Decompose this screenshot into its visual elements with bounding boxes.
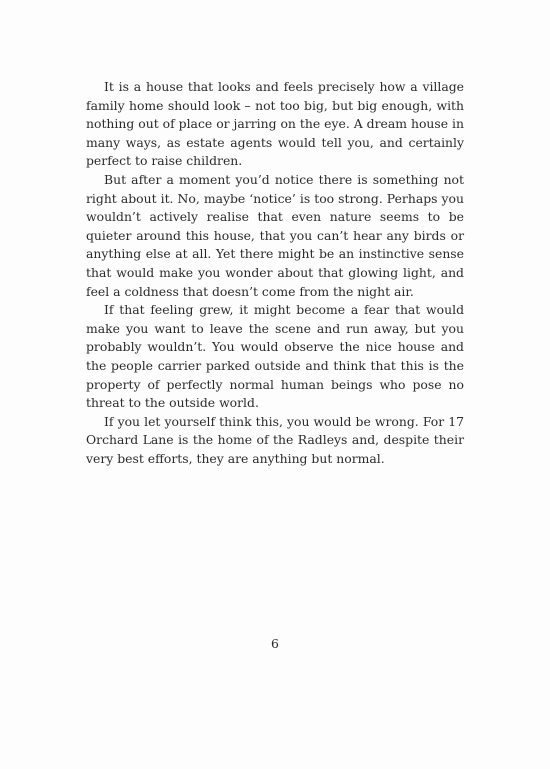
paragraph-3: If that feeling grew, it might become a fear that would make you want to leave the scene and run away, but you probably wouldn’t. You would observe the nice house and the people carrier parked outside and think that this is the property of perfectly normal human beings who pose no threat to the outside world.	[86, 302, 464, 411]
page-number: 6	[271, 636, 279, 651]
paragraph-2: But after a moment you’d notice there is something not right about it. No, maybe ‘notice’ is too strong. Perhaps you wouldn’t actively realise that even nature seems to be quieter around this house, that you can’t hear any birds or anything else at all. Yet there might be an instinctive sense that would make you wonder about that glowing light, and feel a coldness that doesn’t come from the night air.	[86, 171, 464, 299]
paragraph-4: If you let yourself think this, you would be wrong. For 17 Orchard Lane is the home of the Radleys and, despite their very best efforts, they are anything but normal.	[86, 413, 464, 466]
body-text	[86, 78, 464, 468]
paragraph-1: It is a house that looks and feels precisely how a village family home should look – not too big, but big enough, with nothing out of place or jarring on the eye. A dream house in many ways, as estate agents would tell you, and certainly perfect to raise children.	[86, 79, 464, 169]
